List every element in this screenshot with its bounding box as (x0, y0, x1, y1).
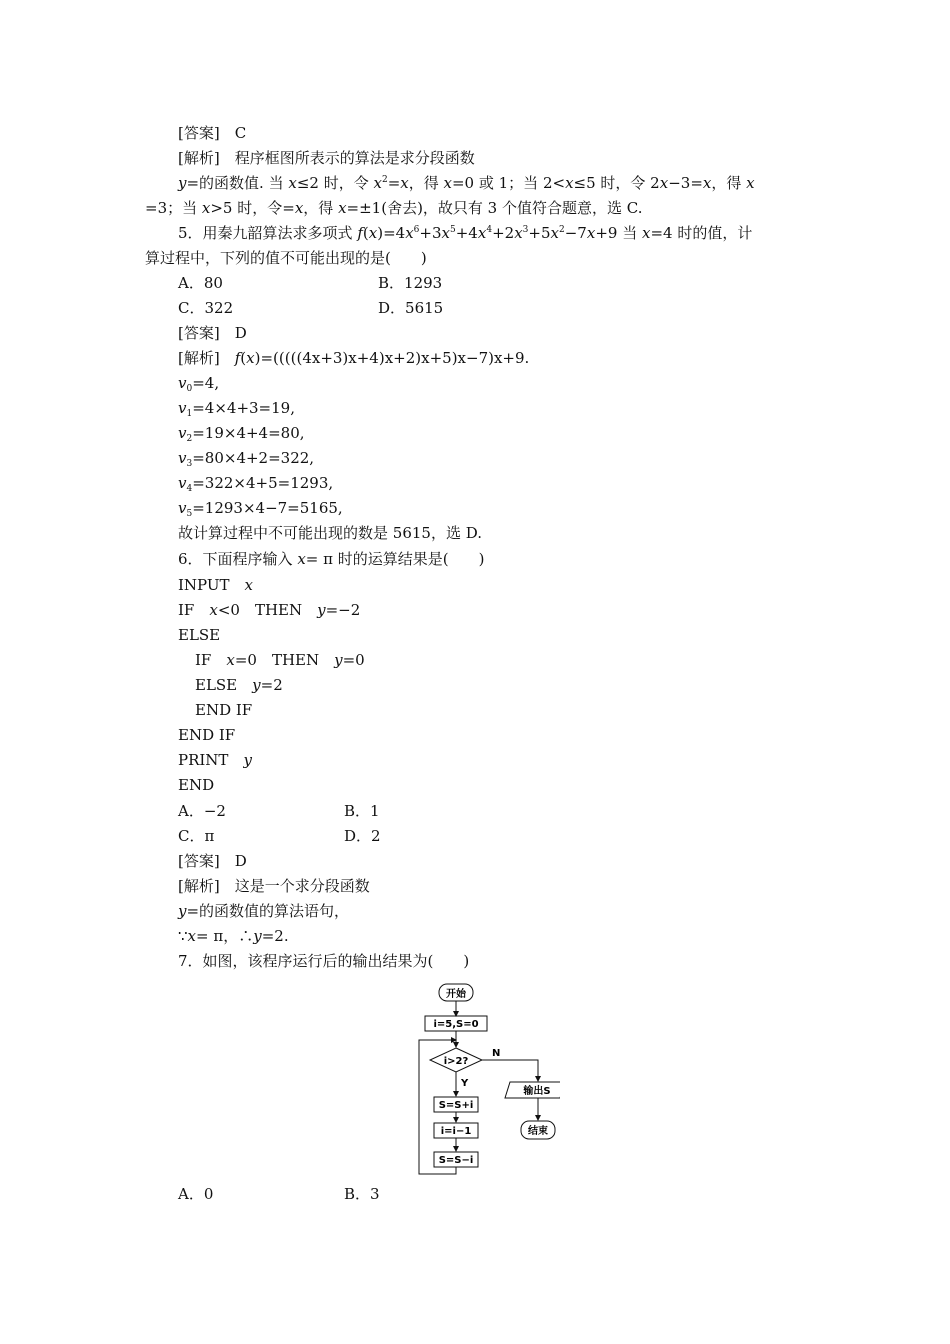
flow-init-label: i=5,S=0 (433, 1019, 479, 1030)
flow-step1-label: S=S+i (438, 1100, 474, 1111)
q5-v5: $v_5=1293\times 4-7=5165$, (178, 499, 343, 519)
q4-analysis-line-2: y=的函数值. 当 x≤2 时，令 $x^2=x$，得 x=0 或 1；当 2<x≤5 时，令 2x−3=x，得 x (178, 174, 755, 192)
q6-stem: 6．下面程序输入 x= π 时的运算结果是( ) (178, 550, 485, 568)
q5-option-b: B．1293 (378, 274, 443, 292)
q7-option-b: B．3 (344, 1185, 380, 1203)
q6-analysis-line-2: y=的函数值的算法语句， (178, 902, 350, 920)
q5-stem-line-1: 5．用秦九韶算法求多项式 $f(x)=4x^6+3x^5+4x^4+2x^3+5x^2-7x+9$ 当 x=4 时的值，计 (178, 224, 753, 242)
q6-answer-line: [答案] D (178, 852, 247, 870)
flowchart (400, 978, 560, 1178)
q6-option-d: D．2 (344, 827, 381, 845)
q5-v0: $v_0=4$, (178, 374, 220, 394)
q6-code-inner-else: ELSE y=2 (195, 676, 283, 694)
q6-code-inner-endif: END IF (195, 701, 253, 719)
q5-v4: $v_4=322\times 4+5=1293$, (178, 474, 334, 494)
q7-stem: 7．如图，该程序运行后的输出结果为( ) (178, 952, 470, 970)
q6-code-end: END (178, 776, 215, 794)
q5-option-d: D．5615 (378, 299, 444, 317)
q5-v3: $v_3=80\times 4+2=322$, (178, 449, 315, 469)
flow-output-label: 输出S (523, 1086, 551, 1097)
q5-answer-line: [答案] D (178, 324, 247, 342)
q5-option-c: C．322 (178, 299, 234, 317)
q6-code-print: PRINT y (178, 751, 252, 769)
flow-start-label: 开始 (446, 989, 466, 1000)
q5-stem-line-2: 算过程中，下列的值不可能出现的是( ) (145, 249, 427, 267)
q4-answer-line: [答案] C (178, 124, 247, 142)
q4-analysis-line-3: =3；当 x>5 时，令=x，得 x=±1(舍去)，故只有 3 个值符合题意，选 C. (145, 199, 643, 217)
flow-step2-label: i=i−1 (440, 1126, 472, 1137)
q5-v1: $v_1=4\times 4+3=19$, (178, 399, 295, 419)
q6-code-endif: END IF (178, 726, 236, 744)
q6-option-b: B．1 (344, 802, 380, 820)
q5-v2: $v_2=19\times 4+4=80$, (178, 424, 305, 444)
flow-cond-label: i>2? (443, 1056, 469, 1067)
flow-no-label: N (492, 1048, 501, 1059)
q6-analysis-line-3: ∵x= π，∴y=2. (178, 927, 289, 945)
q6-code-else: ELSE (178, 626, 221, 644)
q5-conclusion: 故计算过程中不可能出现的数是 5615，选 D. (178, 524, 482, 542)
q5-analysis-line: [解析] f(x)=(((((4x+3)x+4)x+2)x+5)x−7)x+9. (178, 349, 530, 367)
q7-option-a: A．0 (178, 1185, 214, 1203)
q6-code-if: IF x<0 THEN y=−2 (178, 601, 361, 619)
q6-option-c: C．π (178, 827, 215, 845)
q6-analysis-line: [解析] 这是一个求分段函数 (178, 877, 370, 895)
q5-option-a: A．80 (178, 274, 223, 292)
flow-step3-label: S=S−i (438, 1155, 474, 1166)
q4-analysis-line: [解析] 程序框图所表示的算法是求分段函数 (178, 149, 475, 167)
q6-option-a: A．−2 (178, 802, 226, 820)
flow-yes-label: Y (461, 1078, 469, 1089)
q6-code-inner-if: IF x=0 THEN y=0 (195, 651, 365, 669)
q6-code-input: INPUT x (178, 576, 254, 594)
flow-end-label: 结束 (528, 1126, 548, 1137)
